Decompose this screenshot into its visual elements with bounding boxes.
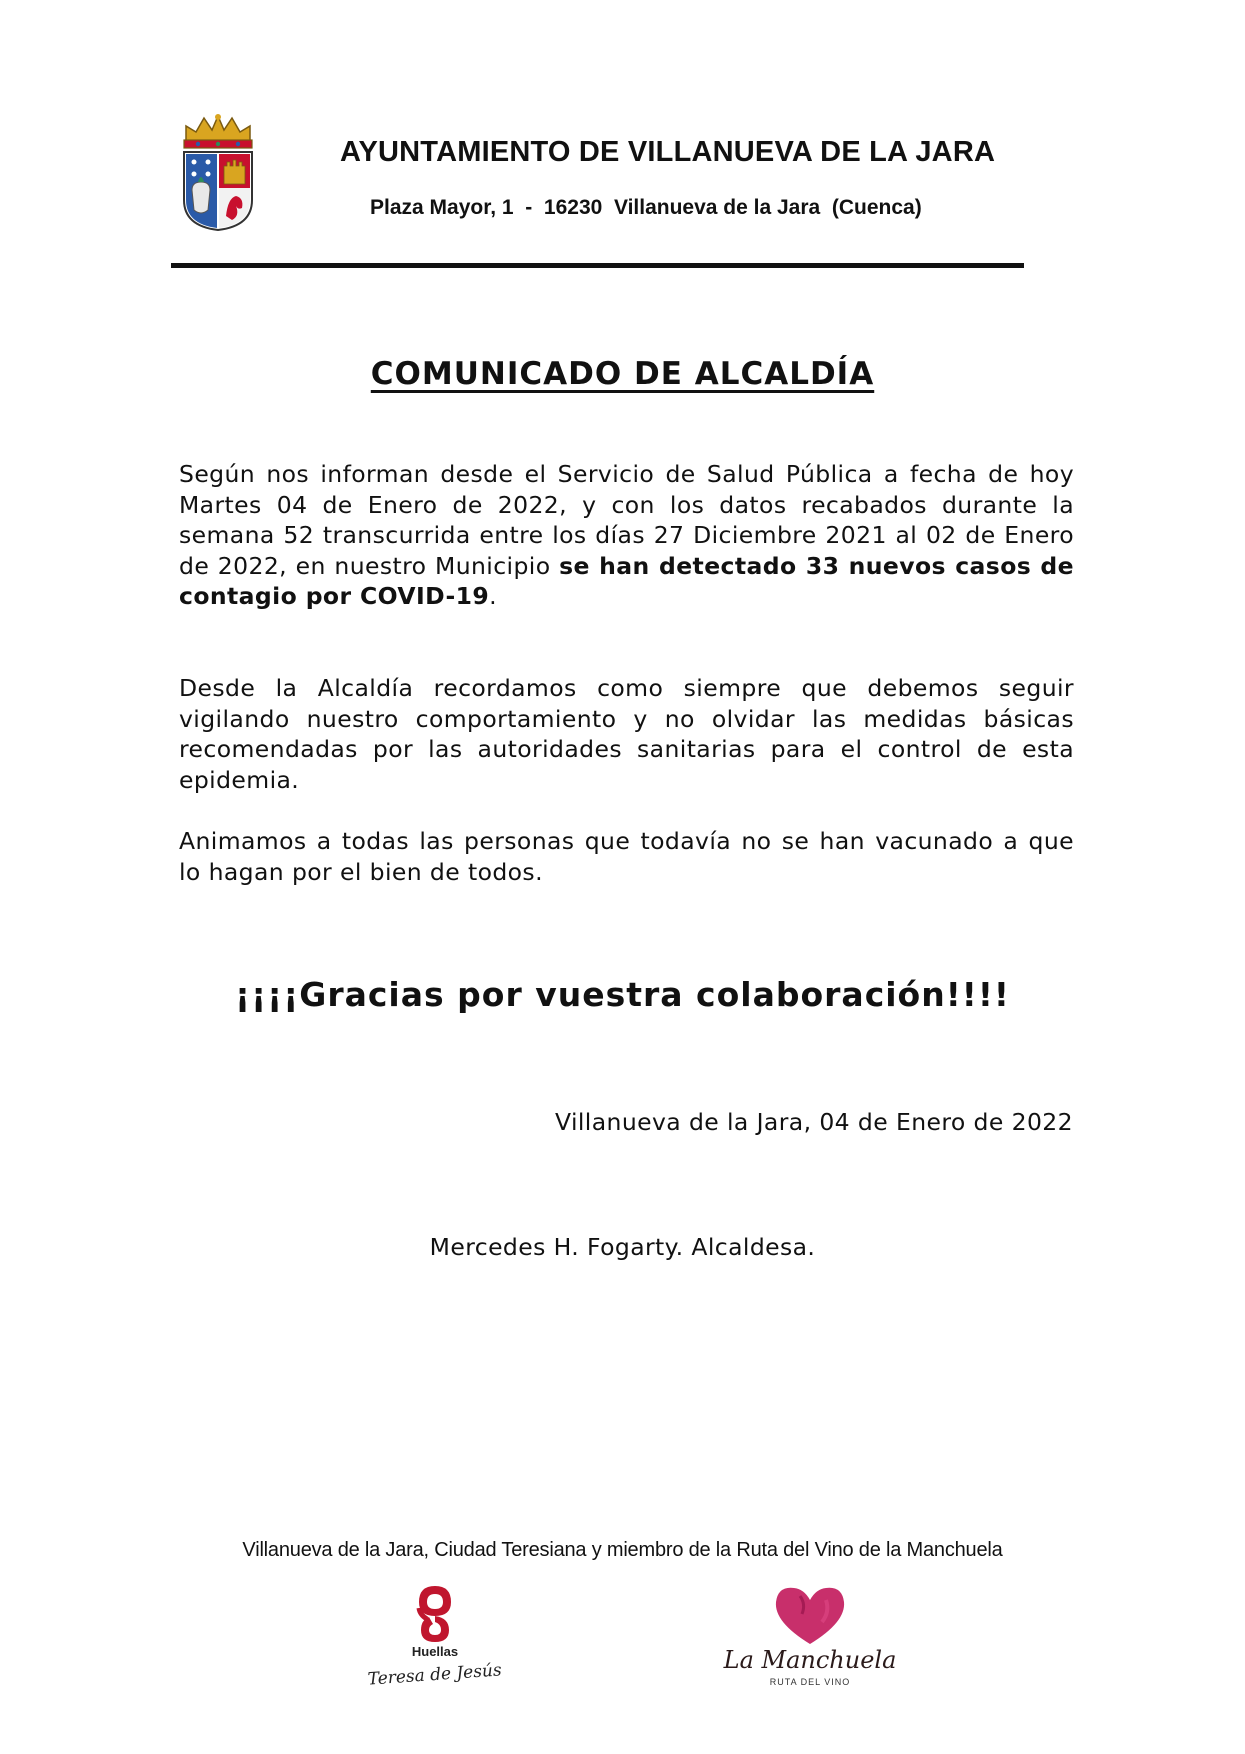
paragraph-vaccination: Animamos a todas las personas que todavía no se han vacunado a que lo hagan por el bien de todos. — [179, 827, 1074, 886]
paragraph-recommendations: Desde la Alcaldía recordamos como siempre que debemos seguir vigilando nuestro comportamiento y no olvidar las medidas básicas recomendadas por las autoridades sanitarias para el control de esta epidemia. — [179, 674, 1074, 794]
signature: Mercedes H. Fogarty. Alcaldesa. — [429, 1233, 816, 1261]
header-divider — [171, 263, 1024, 268]
thanks-message: ¡¡¡¡Gracias por vuestra colaboración!!!! — [235, 975, 1010, 1014]
paragraph-covid-report-end: . — [489, 582, 498, 610]
coat-of-arms-icon — [178, 112, 258, 232]
header-title: AYUNTAMIENTO DE VILLANUEVA DE LA JARA — [340, 136, 996, 168]
document-title — [0, 356, 1245, 392]
date-line: Villanueva de la Jara, 04 de Enero de 2022 — [554, 1108, 1073, 1136]
manchuela-logo-icon — [723, 1582, 897, 1692]
header-address: Plaza Mayor, 1 - 16230 Villanueva de la Jara (Cuenca) — [370, 196, 922, 219]
paragraph-covid-report — [179, 459, 1074, 612]
document-title-text: COMUNICADO DE ALCALDÍA — [370, 356, 875, 392]
footer-text: Villanueva de la Jara, Ciudad Teresiana y miembro de la Ruta del Vino de la Manchuela — [242, 1539, 1003, 1561]
huellas-logo-script: Teresa de Jesús — [367, 1660, 503, 1690]
paragraph-covid-report-text: Según nos informan desde el Servicio de Salud Pública a fecha de hoy Martes 04 de Enero de 2022, y con los datos recabados durante la semana 52 transcurrida entre los días 27 Diciembre 2021 al 02 de Enero de 2022, en nuestro Municipio — [179, 460, 1074, 580]
huellas-logo-label: Huellas — [411, 1644, 459, 1659]
manchuela-logo-sub: RUTA DEL VINO — [769, 1677, 851, 1687]
paragraph-covid-report-bold: se han detectado 33 nuevos casos de contagio por COVID-19 — [179, 551, 1074, 610]
huellas-logo-icon — [367, 1582, 503, 1692]
manchuela-logo-script: La Manchuela — [723, 1646, 897, 1674]
